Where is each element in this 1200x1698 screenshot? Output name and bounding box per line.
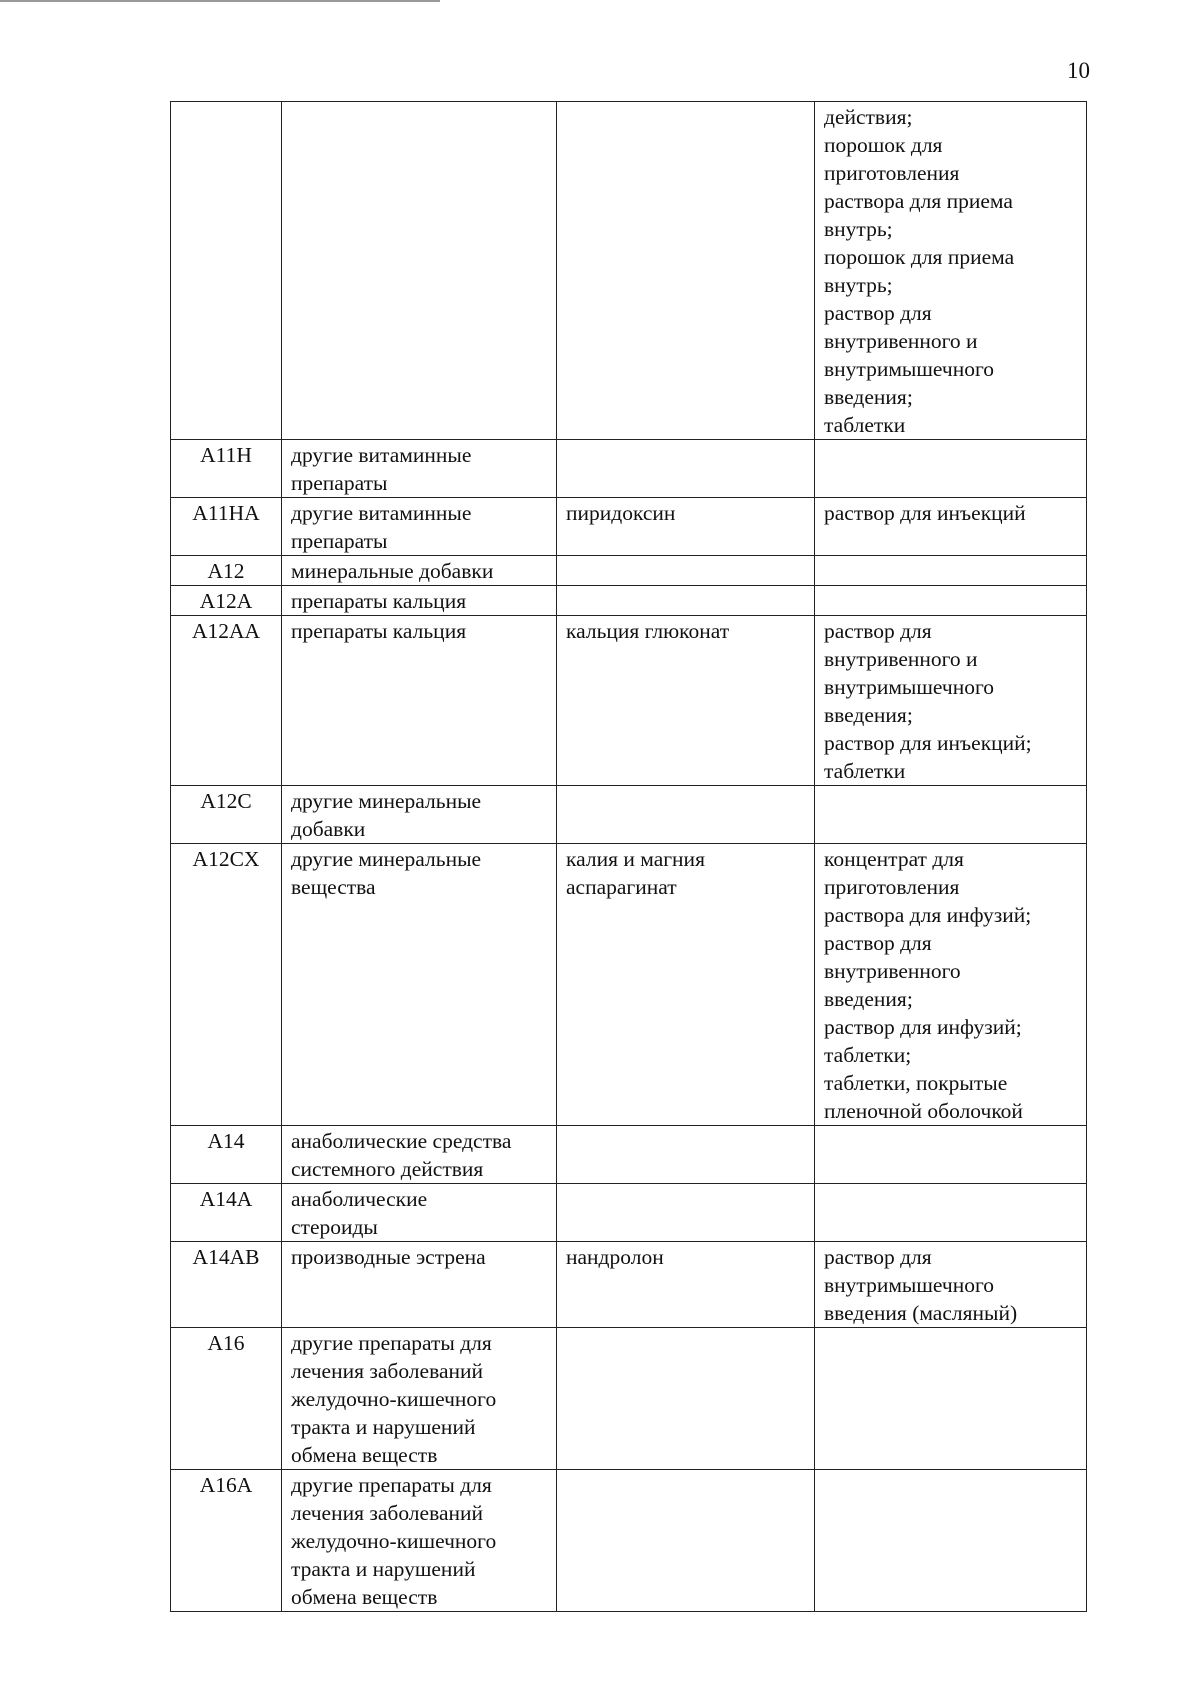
dosage-form-cell: раствор для внутривенного и внутримышечного введения; раствор для инъекций; таблетки: [815, 616, 1087, 786]
drug-name-cell: [557, 586, 815, 616]
dosage-form-cell: действия; порошок для приготовления раствора для приема внутрь; порошок для приема внутрь; раствор для внутривенного и внутримышечного введения; таблетки: [815, 102, 1087, 440]
drug-name-cell: [557, 1470, 815, 1612]
dosage-form-cell: [815, 1328, 1087, 1470]
drug-name-cell: калия и магния аспарагинат: [557, 844, 815, 1126]
dosage-form-cell: концентрат для приготовления раствора для инфузий; раствор для внутривенного введения; раствор для инфузий; таблетки; таблетки, покрытые пленочной оболочкой: [815, 844, 1087, 1126]
drug-name-cell: [557, 440, 815, 498]
table-row: [171, 440, 1087, 498]
dosage-form-cell: [815, 556, 1087, 586]
atc-group-cell: другие витаминные препараты: [282, 440, 557, 498]
atc-code-cell: A14: [171, 1126, 282, 1184]
atc-code-cell: A12C: [171, 786, 282, 844]
atc-group-cell: другие минеральные добавки: [282, 786, 557, 844]
drug-name-cell: пиридоксин: [557, 498, 815, 556]
table-row: [171, 498, 1087, 556]
atc-group-cell: другие препараты для лечения заболеваний желудочно-кишечного тракта и нарушений обмена веществ: [282, 1328, 557, 1470]
atc-code-cell: A16: [171, 1328, 282, 1470]
dosage-form-cell: раствор для инъекций: [815, 498, 1087, 556]
atc-group-cell: анаболические средства системного действия: [282, 1126, 557, 1184]
drug-name-cell: кальция глюконат: [557, 616, 815, 786]
atc-group-cell: [282, 102, 557, 440]
atc-code-cell: A12: [171, 556, 282, 586]
drug-classification-table: [170, 101, 1087, 1612]
table-row: [171, 786, 1087, 844]
atc-group-cell: препараты кальция: [282, 586, 557, 616]
drug-name-cell: [557, 102, 815, 440]
dosage-form-cell: раствор для внутримышечного введения (масляный): [815, 1242, 1087, 1328]
table-body: [171, 102, 1087, 1612]
atc-group-cell: препараты кальция: [282, 616, 557, 786]
atc-code-cell: A12CX: [171, 844, 282, 1126]
atc-code-cell: [171, 102, 282, 440]
page-number: 10: [1067, 58, 1090, 83]
table-row: [171, 1328, 1087, 1470]
drug-name-cell: [557, 786, 815, 844]
drug-name-cell: [557, 556, 815, 586]
atc-code-cell: A14A: [171, 1184, 282, 1242]
atc-code-cell: A11H: [171, 440, 282, 498]
dosage-form-cell: [815, 786, 1087, 844]
drug-name-cell: [557, 1126, 815, 1184]
table-row: [171, 1242, 1087, 1328]
atc-code-cell: A12A: [171, 586, 282, 616]
atc-group-cell: другие витаминные препараты: [282, 498, 557, 556]
table-row: [171, 102, 1087, 440]
atc-code-cell: A14AB: [171, 1242, 282, 1328]
scan-edge-line: [0, 0, 440, 2]
atc-group-cell: анаболические стероиды: [282, 1184, 557, 1242]
dosage-form-cell: [815, 1470, 1087, 1612]
drug-name-cell: нандролон: [557, 1242, 815, 1328]
drug-name-cell: [557, 1328, 815, 1470]
atc-group-cell: другие минеральные вещества: [282, 844, 557, 1126]
table-row: [171, 616, 1087, 786]
table-row: [171, 1470, 1087, 1612]
drug-name-cell: [557, 1184, 815, 1242]
atc-code-cell: A12AA: [171, 616, 282, 786]
table-row: [171, 1184, 1087, 1242]
atc-group-cell: другие препараты для лечения заболеваний желудочно-кишечного тракта и нарушений обмена веществ: [282, 1470, 557, 1612]
table-row: [171, 844, 1087, 1126]
atc-group-cell: производные эстрена: [282, 1242, 557, 1328]
table-row: [171, 586, 1087, 616]
table-row: [171, 1126, 1087, 1184]
atc-code-cell: A11HA: [171, 498, 282, 556]
table-row: [171, 556, 1087, 586]
dosage-form-cell: [815, 1126, 1087, 1184]
dosage-form-cell: [815, 440, 1087, 498]
dosage-form-cell: [815, 1184, 1087, 1242]
dosage-form-cell: [815, 586, 1087, 616]
atc-group-cell: минеральные добавки: [282, 556, 557, 586]
atc-code-cell: A16A: [171, 1470, 282, 1612]
